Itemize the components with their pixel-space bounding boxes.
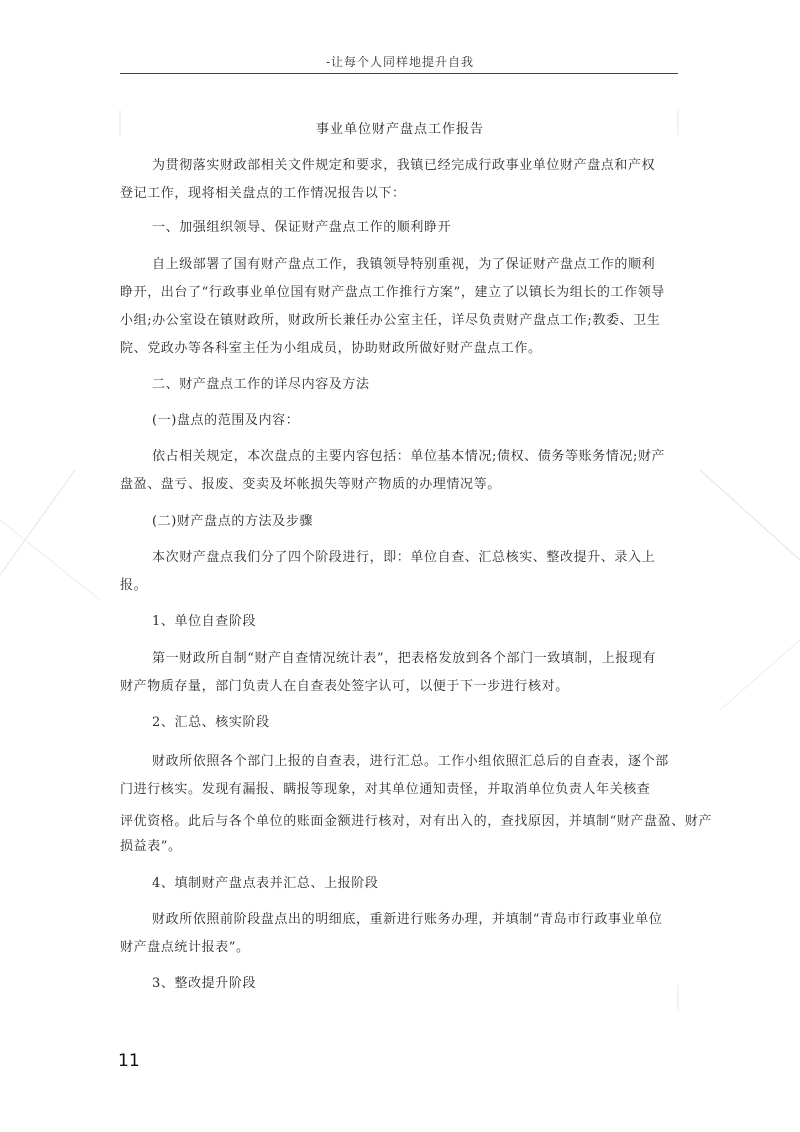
step-heading: 3、整改提升阶段	[152, 976, 257, 991]
paragraph-line: 门进行核实。发现有漏报、瞒报等现象，对其单位通知责怪，并取消单位负责人年关核查	[120, 782, 651, 797]
section-heading: 二、财产盘点工作的详尽内容及方法	[152, 377, 370, 392]
paragraph-line: 财产物质存量，部门负责人在自查表处签字认可，以便于下一步进行核对。	[120, 679, 569, 694]
paragraph-line: 损益表”。	[120, 839, 182, 854]
paragraph-line: 财政所依照前阶段盘点出的明细底，重新进行账务办理，并填制“青岛市行政事业单位	[152, 912, 663, 927]
paragraph-line: 财产盘点统计报表”。	[120, 940, 250, 955]
document-title: 事业单位财产盘点工作报告	[315, 122, 484, 137]
step-heading: 1、单位自查阶段	[152, 614, 257, 629]
subsection-heading: (一)盘点的范围及内容：	[152, 413, 300, 428]
step-heading: 2、汇总、核实阶段	[152, 715, 270, 730]
page-number: 11	[118, 1051, 140, 1071]
section-heading: 一、加强组织领导、保证财产盘点工作的顺利睁开	[152, 220, 452, 235]
paragraph-line: 本次财产盘点我们分了四个阶段进行，即：单位自查、汇总核实、整改提升、录入上	[152, 550, 656, 565]
running-header: -让每个人同样地提升自我	[325, 55, 475, 69]
step-heading: 4、填制财产盘点表并汇总、上报阶段	[152, 876, 379, 891]
paragraph-line: 盘盈、盘亏、报废、变卖及坏帐损失等财产物质的办理情况等。	[120, 477, 501, 492]
paragraph-line: 财政所依照各个部门上报的自查表，进行汇总。工作小组依照汇总后的自查表，逐个部	[152, 754, 669, 769]
paragraph-line: 报。	[120, 578, 148, 593]
paragraph-line: 评优资格。此后与各个单位的账面金额进行核对，对有出入的，查找原因，并填制“财产盘盈、财产	[120, 814, 713, 829]
paragraph-line: 为贯彻落实财政部相关文件规定和要求，我镇已经完成行政事业单位财产盘点和产权	[152, 158, 656, 173]
paragraph-line: 院、党政办等各科室主任为小组成员，协助财政所做好财产盘点工作。	[120, 341, 542, 356]
paragraph-line: 第一财政所自制“财产自查情况统计表”，把表格发放到各个部门一致填制，上报现有	[152, 651, 657, 666]
header-rule	[120, 73, 678, 74]
paragraph-line: 小组;办公室设在镇财政所，财政所长兼任办公室主任，详尽负责财产盘点工作;教委、卫生	[120, 313, 661, 328]
paragraph-line: 依占相关规定，本次盘点的主要内容包括：单位基本情况;债权、债务等账务情况;财产	[152, 449, 666, 464]
subsection-heading: (二)财产盘点的方法及步骤	[152, 514, 313, 529]
paragraph-line: 自上级部署了国有财产盘点工作，我镇领导特别重视，为了保证财产盘点工作的顺利	[152, 257, 656, 272]
paragraph-line: 登记工作，现将相关盘点的工作情况报告以下：	[120, 186, 406, 201]
paragraph-line: 睁开，出台了“行政事业单位国有财产盘点工作推行方案”，建立了以镇长为组长的工作领导	[120, 285, 665, 300]
